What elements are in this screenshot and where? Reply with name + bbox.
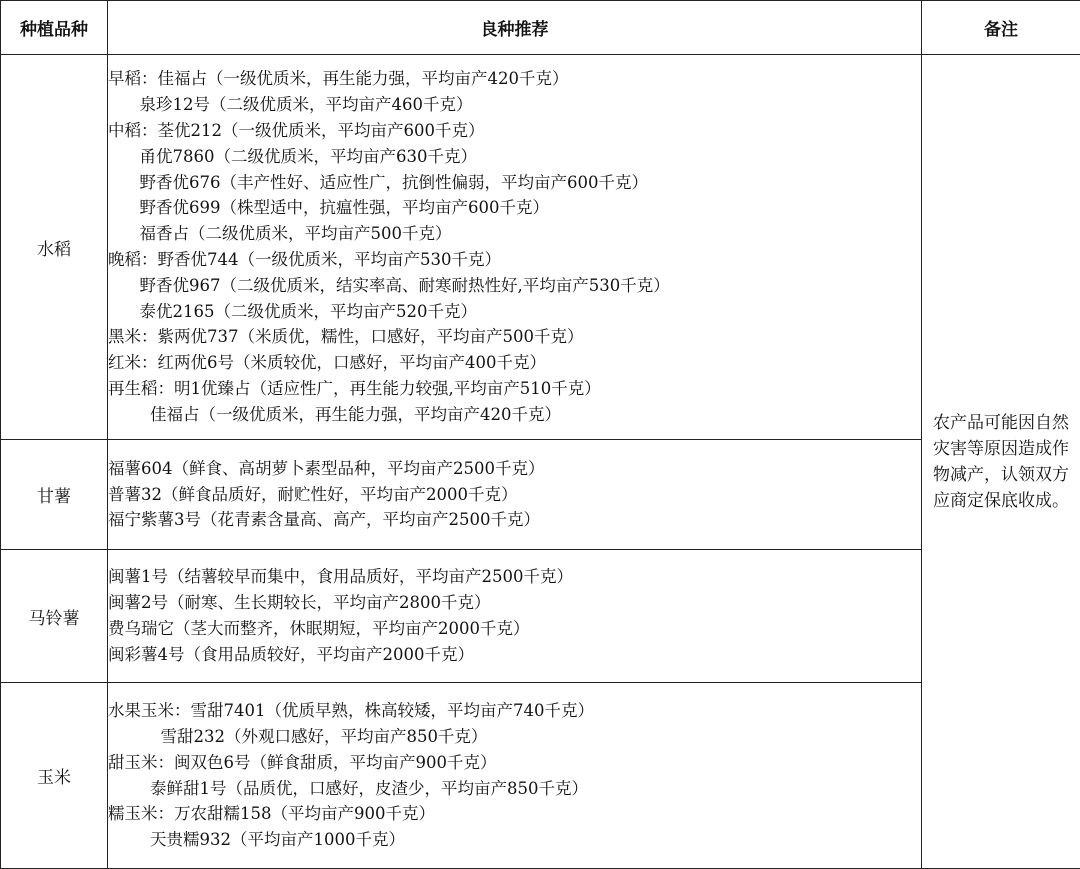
variety-line: 甜玉米：闽双色6号（鲜食甜质，平均亩产900千克） <box>108 750 921 776</box>
crop-name-sweet-potato: 甘薯 <box>1 440 108 550</box>
header-varieties: 良种推荐 <box>108 1 922 55</box>
variety-line: 雪甜232（外观口感好，平均亩产850千克） <box>108 724 921 750</box>
variety-line: 甬优7860（二级优质米，平均亩产630千克） <box>108 144 921 170</box>
variety-line: 普薯32（鲜食品质好，耐贮性好，平均亩产2000千克） <box>108 482 921 508</box>
variety-line: 水果玉米：雪甜7401（优质早熟，株高较矮，平均亩产740千克） <box>108 698 921 724</box>
variety-list-corn <box>108 683 922 869</box>
variety-line: 福宁紫薯3号（花青素含量高、高产，平均亩产2500千克） <box>108 507 921 533</box>
note-text: 农产品可能因自然灾害等原因造成作物减产，认领双方应商定保底收成。 <box>927 410 1075 514</box>
variety-line: 晚稻：野香优744（一级优质米，平均亩产530千克） <box>108 247 921 273</box>
variety-line: 泰鲜甜1号（品质优，口感好，皮渣少，平均亩产850千克） <box>108 776 921 802</box>
variety-line: 黑米：紫两优737（米质优，糯性，口感好，平均亩产500千克） <box>108 324 921 350</box>
variety-line: 天贵糯932（平均亩产1000千克） <box>108 827 921 853</box>
variety-line: 中稻：荃优212（一级优质米，平均亩产600千克） <box>108 118 921 144</box>
note-cell <box>922 55 1080 869</box>
crop-name-potato: 马铃薯 <box>1 550 108 683</box>
variety-line: 闽薯2号（耐寒、生长期较长，平均亩产2800千克） <box>108 590 921 616</box>
crop-name-rice: 水稻 <box>1 55 108 440</box>
header-note: 备注 <box>922 1 1080 55</box>
table-header-row <box>1 1 1080 55</box>
variety-line: 红米：红两优6号（米质较优，口感好，平均亩产400千克） <box>108 350 921 376</box>
variety-line: 闽薯1号（结薯较早而集中，食用品质好，平均亩产2500千克） <box>108 564 921 590</box>
variety-line: 福香占（二级优质米，平均亩产500千克） <box>108 221 921 247</box>
variety-line: 闽彩薯4号（食用品质较好，平均亩产2000千克） <box>108 642 921 668</box>
variety-line: 野香优699（株型适中，抗瘟性强，平均亩产600千克） <box>108 195 921 221</box>
variety-list-potato <box>108 550 922 683</box>
table-row-corn <box>1 683 1080 869</box>
header-crop: 种植品种 <box>1 1 108 55</box>
variety-line: 早稻：佳福占（一级优质米，再生能力强，平均亩产420千克） <box>108 66 921 92</box>
table-row-rice <box>1 55 1080 440</box>
variety-line: 野香优676（丰产性好、适应性广，抗倒性偏弱，平均亩产600千克） <box>108 170 921 196</box>
variety-list-sweet-potato <box>108 440 922 550</box>
variety-line: 费乌瑞它（茎大而整齐，休眠期短，平均亩产2000千克） <box>108 616 921 642</box>
variety-line: 福薯604（鲜食、高胡萝卜素型品种，平均亩产2500千克） <box>108 456 921 482</box>
variety-line: 泰优2165（二级优质米，平均亩产520千克） <box>108 299 921 325</box>
variety-list-rice <box>108 55 922 440</box>
variety-line: 佳福占（一级优质米，再生能力强，平均亩产420千克） <box>108 402 921 428</box>
table-row-sweet-potato <box>1 440 1080 550</box>
variety-line: 泉珍12号（二级优质米，平均亩产460千克） <box>108 92 921 118</box>
variety-line: 野香优967（二级优质米，结实率高、耐寒耐热性好,平均亩产530千克） <box>108 273 921 299</box>
crop-name-corn: 玉米 <box>1 683 108 869</box>
variety-line: 再生稻：明1优臻占（适应性广，再生能力较强,平均亩产510千克） <box>108 376 921 402</box>
table-row-potato <box>1 550 1080 683</box>
variety-line: 糯玉米：万农甜糯158（平均亩产900千克） <box>108 801 921 827</box>
